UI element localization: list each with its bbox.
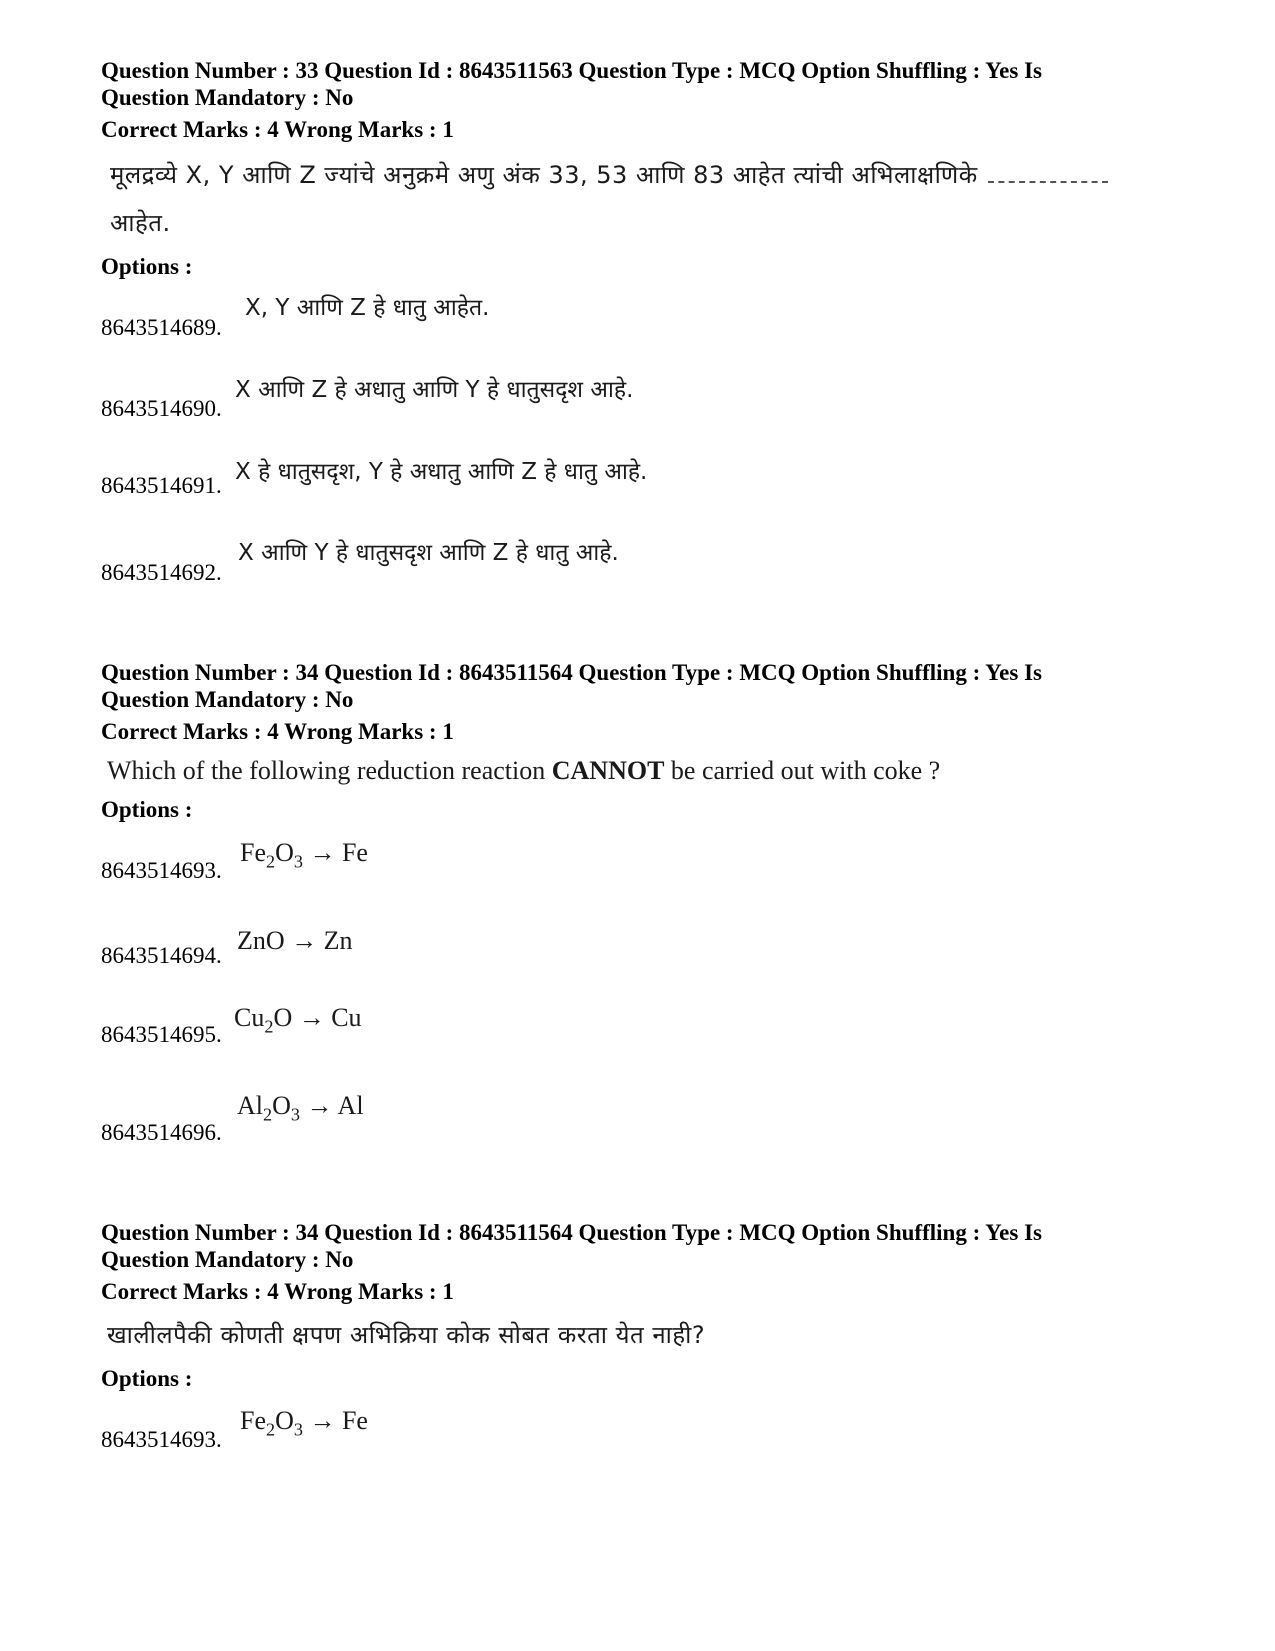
subscript: 3 (293, 1419, 303, 1440)
question-34-mr-text: खालीलपैकी कोणती क्षपण अभिक्रिया कोक सोबत करता येत नाही? (107, 1321, 706, 1349)
option-8643514691-id: 8643514691. (101, 473, 222, 498)
question-33-options-label: Options : (101, 254, 193, 279)
reactant: Fe (240, 1406, 266, 1435)
subscript: 3 (293, 851, 303, 872)
option-8643514692-text: X आणि Y हे धातुसदृश आणि Z हे धातु आहे. (238, 540, 619, 566)
question-34-text (107, 756, 940, 786)
question-34-text-pre: Which of the following reduction reaction (107, 756, 552, 785)
question-33-text (110, 160, 1108, 190)
subscript: 2 (266, 851, 276, 872)
option-8643514693-id: 8643514693. (101, 858, 222, 883)
option-8643514689-id: 8643514689. (101, 315, 222, 340)
arrow-icon: → (309, 1406, 336, 1435)
question-34-meta-line2: Question Mandatory : No (101, 687, 354, 712)
reactant-part: O (275, 838, 294, 867)
question-34-meta-line1: Question Number : 34 Question Id : 8643511564 Question Type : MCQ Option Shuffling : Yes Is (101, 660, 1042, 685)
reactant: Fe (240, 838, 266, 867)
subscript: 2 (266, 1419, 276, 1440)
reactant: Al (237, 1091, 263, 1120)
reactant-part: O (275, 1406, 294, 1435)
question-34-text-emphasis: CANNOT (551, 756, 665, 785)
question-33-marks: Correct Marks : 4 Wrong Marks : 1 (101, 117, 454, 142)
product: Fe (341, 838, 368, 867)
option-8643514689-text: X, Y आणि Z हे धातु आहेत. (245, 295, 490, 321)
question-34-mr-options-label: Options : (101, 1366, 193, 1391)
question-33-text-line1: मूलद्रव्ये X, Y आणि Z ज्यांचे अनुक्रमे अणु अंक 33, 53 आणि 83 आहेत त्यांची अभिलाक्षणिके (110, 161, 978, 189)
reactant-part: O (272, 1091, 291, 1120)
option-8643514695-id: 8643514695. (101, 1022, 222, 1047)
option-8643514693-mr-text (240, 1406, 368, 1440)
option-8643514694-text (237, 926, 353, 956)
product: Fe (341, 1406, 368, 1435)
option-8643514694-id: 8643514694. (101, 943, 222, 968)
question-34-text-post: be carried out with coke ? (664, 756, 941, 785)
reactant-part: O (273, 1003, 293, 1032)
option-8643514693-text (240, 838, 368, 872)
subscript: 2 (263, 1104, 273, 1125)
reactant: ZnO (237, 926, 285, 955)
arrow-icon: → (298, 1003, 325, 1032)
question-34-mr-marks: Correct Marks : 4 Wrong Marks : 1 (101, 1279, 454, 1304)
option-8643514696-text (237, 1091, 364, 1125)
arrow-icon: → (309, 838, 336, 867)
option-8643514691-text: X हे धातुसदृश, Y हे अधातु आणि Z हे धातु आहे. (235, 459, 648, 485)
option-8643514692-id: 8643514692. (101, 560, 222, 585)
option-8643514690-text: X आणि Z हे अधातु आणि Y हे धातुसदृश आहे. (235, 377, 634, 403)
subscript: 3 (290, 1104, 300, 1125)
option-8643514695-text (234, 1003, 362, 1037)
question-34-mr-meta-line2: Question Mandatory : No (101, 1247, 354, 1272)
reactant: Cu (234, 1003, 265, 1032)
question-33-meta-line2: Question Mandatory : No (101, 85, 354, 110)
product: Cu (331, 1003, 362, 1032)
option-8643514693-mr-id: 8643514693. (101, 1427, 222, 1452)
question-34-marks: Correct Marks : 4 Wrong Marks : 1 (101, 719, 454, 744)
question-34-mr-meta-line1: Question Number : 34 Question Id : 8643511564 Question Type : MCQ Option Shuffling : Yes Is (101, 1220, 1042, 1245)
arrow-icon: → (291, 926, 318, 955)
product: Zn (323, 926, 353, 955)
arrow-icon: → (306, 1091, 333, 1120)
product: Al (337, 1091, 364, 1120)
option-8643514696-id: 8643514696. (101, 1120, 222, 1145)
question-33-meta-line1: Question Number : 33 Question Id : 8643511563 Question Type : MCQ Option Shuffling : Yes Is (101, 58, 1042, 83)
answer-blank (988, 163, 1108, 183)
question-34-options-label: Options : (101, 797, 193, 822)
subscript: 2 (264, 1016, 274, 1037)
question-33-text-line2: आहेत. (110, 209, 171, 237)
option-8643514690-id: 8643514690. (101, 396, 222, 421)
